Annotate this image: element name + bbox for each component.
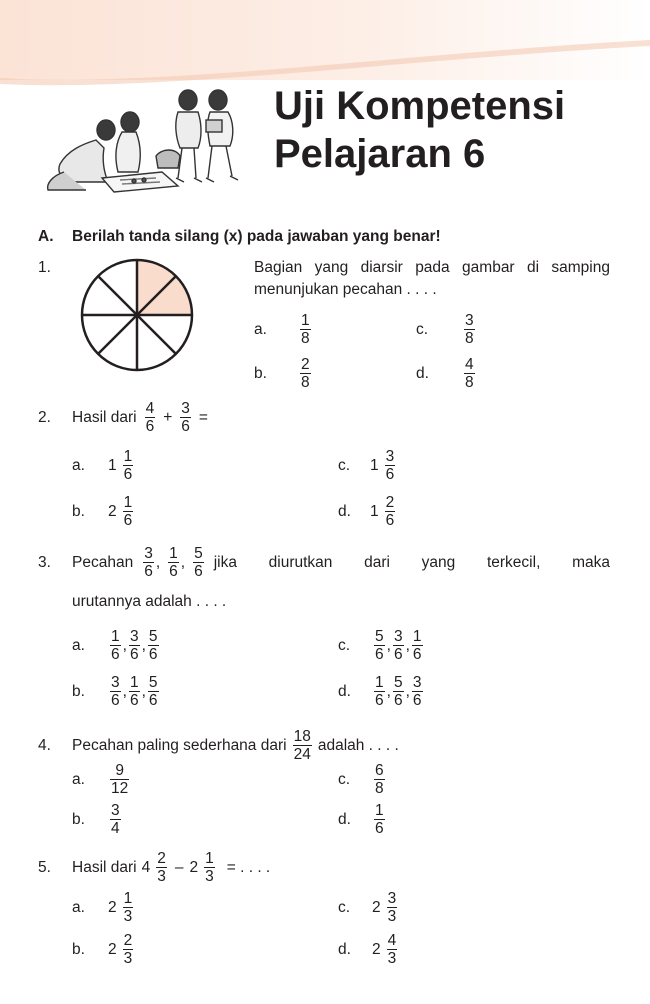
q5-option-d-fraction: $\frac{4}{3}$ [387,932,397,967]
q3-words: jika diurutkan dari yang terkecil, maka [213,553,610,571]
q3d-f3: $\frac{3}{6}$ [412,674,422,709]
q2-option-b-fraction: $\frac{1}{6}$ [123,494,133,529]
q3d-f2: $\frac{5}{6}$ [393,674,403,709]
q5-operator: – [174,858,184,876]
q5-option-b[interactable] [72,932,135,967]
question-4-prefix: Pecahan paling sederhana dari [72,736,287,754]
question-5-prefix: Hasil dari [72,858,137,876]
q3c-f3: $\frac{1}{6}$ [412,628,422,663]
q3d-f1: $\frac{1}{6}$ [375,674,384,709]
q4-option-c[interactable] [338,762,387,797]
question-4-number: 4. [38,736,51,754]
q5-option-c-whole: 2 [372,898,381,916]
q2-option-a-fraction: $\frac{1}{6}$ [123,448,133,483]
q4-option-d[interactable] [338,802,387,837]
section-label: A. [38,228,54,245]
q5-option-a-fraction: $\frac{1}{3}$ [123,890,133,925]
q2-option-c-letter: c. [338,456,351,474]
title-line-1: Uji Kompetensi [274,84,566,128]
q3a-f3: $\frac{5}{6}$ [148,628,158,663]
q1-option-d[interactable] [416,356,477,391]
q3-option-a-letter: a. [72,636,85,654]
q3b-f3: $\frac{5}{6}$ [148,674,158,709]
q3-option-d[interactable]: d. $\frac{1}{6}$ , $\frac{5}{6}$ , $\frac{3}{6}$ [338,674,422,709]
q5-option-d-whole: 2 [372,940,381,958]
question-4-suffix: adalah . . . . [317,736,399,754]
question-5-suffix: = . . . . [226,858,271,876]
q1-option-c-fraction: $\frac{3}{8}$ [465,312,474,347]
q5-option-a[interactable] [72,890,135,925]
q3-fraction-3: $\frac{5}{6}$ [194,545,203,580]
q3-option-b[interactable]: b. $\frac{3}{6}$ , $\frac{1}{6}$ , $\frac{5}{6}$ [72,674,158,709]
section-instruction: Berilah tanda silang (x) pada jawaban yang benar! [72,228,441,245]
q5-option-d[interactable] [338,932,399,967]
pie-chart-eighths [78,256,196,374]
q3a-f2: $\frac{3}{6}$ [129,628,139,663]
q3-fraction-1: $\frac{3}{6}$ [144,545,153,580]
question-2-number: 2. [38,408,51,426]
q2-option-a-letter: a. [72,456,85,474]
q4-option-d-fraction: $\frac{1}{6}$ [375,802,384,837]
q5-option-d-letter: d. [338,940,351,958]
q2-option-d-whole: 1 [370,502,379,520]
q2-option-c-whole: 1 [370,456,379,474]
q5-option-b-letter: b. [72,940,85,958]
q3c-f2: $\frac{3}{6}$ [393,628,403,663]
q1-option-b-fraction: $\frac{2}{8}$ [301,356,310,391]
q1-option-b-letter: b. [254,364,267,382]
q4-option-a[interactable] [72,762,131,797]
q4-fraction: $\frac{18}{24}$ [293,728,311,763]
pie-dividers [82,260,192,370]
question-1-line-2: menunjukan pecahan . . . . [254,281,437,298]
q3b-f2: $\frac{1}{6}$ [129,674,139,709]
q2-option-c-fraction: $\frac{3}{6}$ [385,448,395,483]
q1-option-a-letter: a. [254,320,267,338]
q5-option-c-fraction: $\frac{3}{3}$ [387,890,397,925]
banner-curve [0,0,650,90]
q5-option-a-letter: a. [72,898,85,916]
q4-option-a-fraction: $\frac{9}{12}$ [111,762,129,797]
q4-option-c-letter: c. [338,770,351,788]
q2-option-d-fraction: $\frac{2}{6}$ [385,494,395,529]
q2-option-a-whole: 1 [108,456,117,474]
q5-mixed-1-fraction: $\frac{2}{3}$ [157,850,166,885]
q1-option-a-fraction: $\frac{1}{8}$ [301,312,310,347]
q1-option-a[interactable] [254,312,313,347]
q3-option-c-letter: c. [338,636,351,654]
page-title [274,82,565,178]
q1-option-d-fraction: $\frac{4}{8}$ [465,356,474,391]
question-4 [38,728,399,763]
q3-option-c[interactable]: c. $\frac{5}{6}$ , $\frac{3}{6}$ , $\frac{1}{6}$ [338,628,422,663]
question-5 [38,850,270,885]
q2-option-a[interactable] [72,448,135,483]
q3c-f1: $\frac{5}{6}$ [375,628,384,663]
title-line-2: Pelajaran 6 [274,132,486,176]
q5-mixed-1-whole: 4 [141,858,151,876]
q2-fraction-2: $\frac{3}{6}$ [181,400,190,435]
question-1-text [254,258,610,300]
q4-option-d-letter: d. [338,810,351,828]
q1-option-c[interactable] [416,312,477,347]
question-3-prefix: Pecahan [72,553,134,571]
question-3-line-2: urutannya adalah . . . . [72,593,227,610]
q2-operator: + [163,408,173,426]
q2-option-d-letter: d. [338,502,351,520]
question-2 [38,400,208,435]
q2-option-c[interactable] [338,448,397,483]
q3-fraction-2: $\frac{1}{6}$ [169,545,178,580]
q5-mixed-2-fraction: $\frac{1}{3}$ [205,850,214,885]
q4-option-c-fraction: $\frac{6}{8}$ [375,762,384,797]
q2-fraction-1: $\frac{4}{6}$ [145,400,155,435]
children-studying-illustration [38,86,250,198]
question-5-number: 5. [38,858,51,876]
question-3-number: 3. [38,553,51,571]
q3-option-b-letter: b. [72,682,85,700]
q1-option-c-letter: c. [416,320,429,338]
question-3-line-1: 3. Pecahan $\frac{3}{6}$ , $\frac{1}{6}$ , $\frac{5}{6}$ jika diurutkan dari yang terkecil, maka [38,545,610,580]
q4-option-a-letter: a. [72,770,85,788]
q3-option-d-letter: d. [338,682,351,700]
q4-option-b[interactable] [72,802,123,837]
q2-equals: = [198,408,208,426]
q5-option-b-whole: 2 [108,940,117,958]
q2-option-b-letter: b. [72,502,85,520]
q3b-f1: $\frac{3}{6}$ [111,674,120,709]
q4-option-b-fraction: $\frac{3}{4}$ [111,802,120,837]
q3a-f1: $\frac{1}{6}$ [111,628,120,663]
q2-option-d[interactable] [338,494,397,529]
q4-option-b-letter: b. [72,810,85,828]
q1-option-b[interactable] [254,356,313,391]
q2-option-b[interactable] [72,494,135,529]
question-1-number: 1. [38,259,51,276]
q5-mixed-2-whole: 2 [189,858,199,876]
question-1-line-1: Bagian yang diarsir pada gambar di samping [254,259,610,276]
q5-option-a-whole: 2 [108,898,117,916]
q3-option-a[interactable]: a. $\frac{1}{6}$ , $\frac{3}{6}$ , $\frac{5}{6}$ [72,628,158,663]
q5-option-b-fraction: $\frac{2}{3}$ [123,932,133,967]
q5-option-c-letter: c. [338,898,351,916]
q5-option-c[interactable] [338,890,399,925]
q2-option-b-whole: 2 [108,502,117,520]
question-2-prefix: Hasil dari [72,408,137,426]
q1-option-d-letter: d. [416,364,429,382]
